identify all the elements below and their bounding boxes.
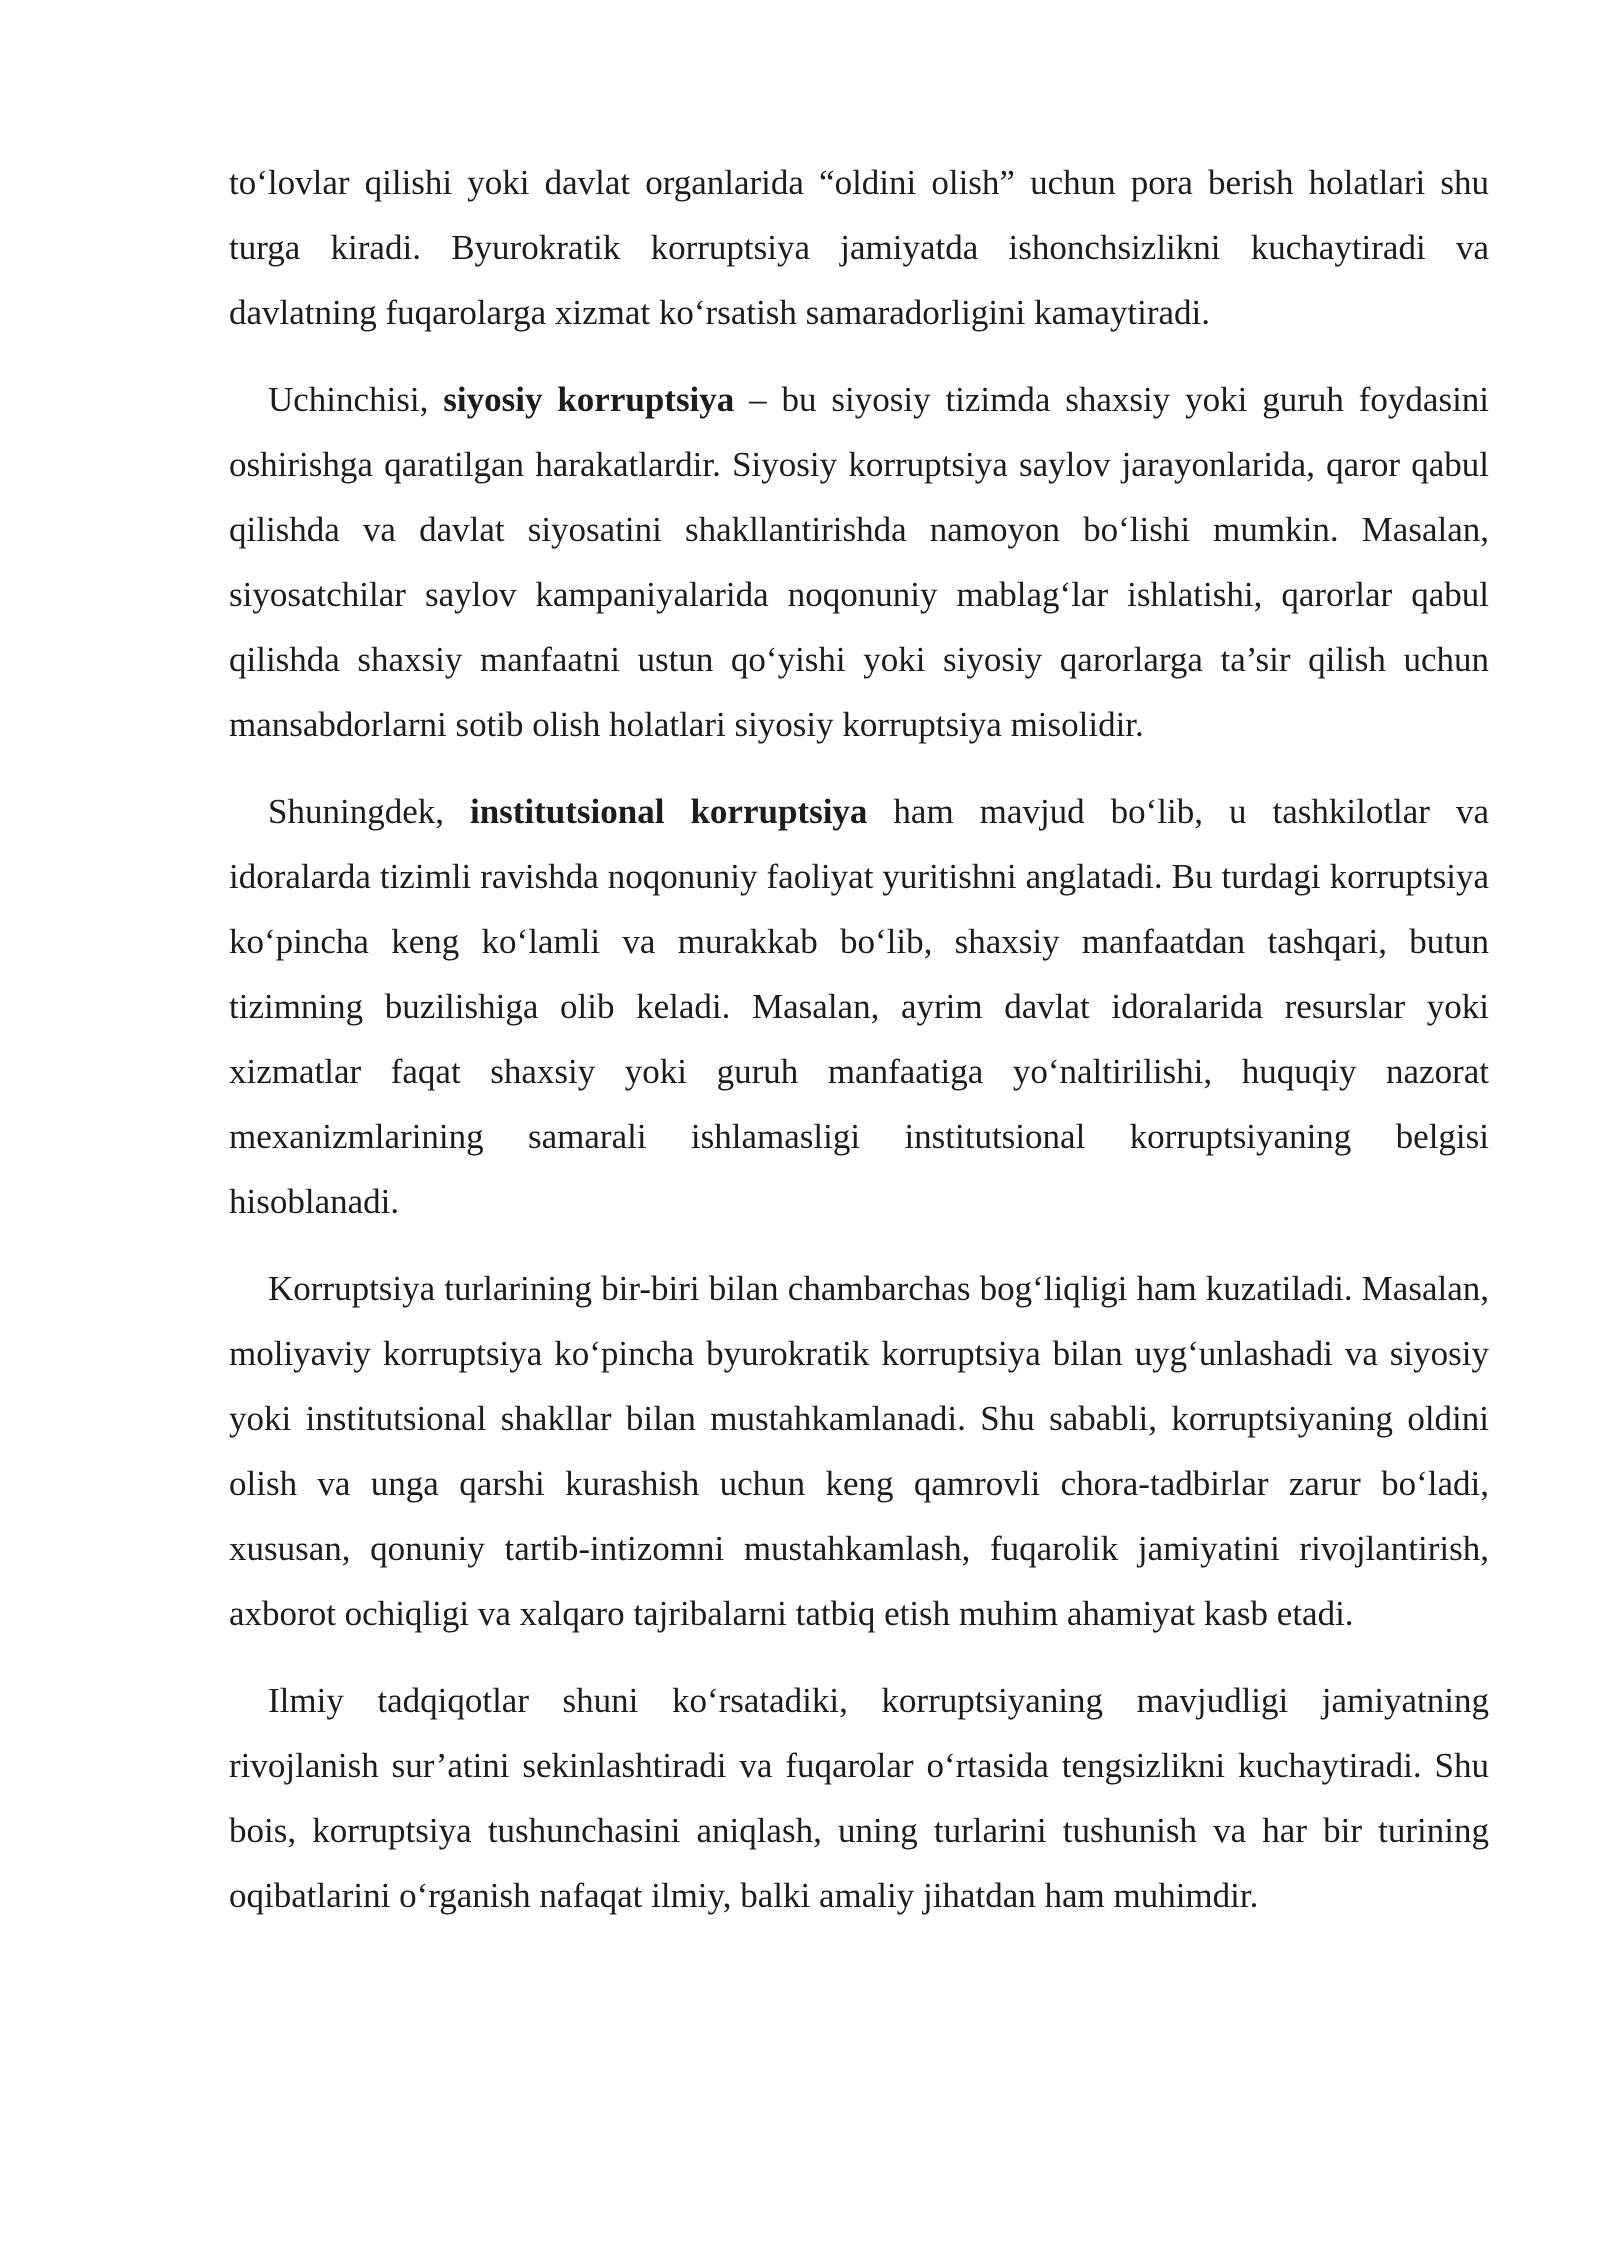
paragraph-text: Ilmiy tadqiqotlar shuni ko‘rsatadiki, korruptsiyaning mavjudligi jamiyatning rivojlanish sur’atini sekinlashtiradi va fuqarolar o‘rtasida tengsizlikni kuchaytiradi. Shu bois, korruptsiya tushunchasini aniqlash, uning turlarini tushunish va har bir turining oqibatlarini o‘rganish nafaqat ilmiy, balki amaliy jihatdan ham muhimdir. xyxy=(229,1681,1489,1915)
paragraph-text: ham mavjud bo‘lib, u tashkilotlar va idoralarda tizimli ravishda noqonuniy faoliyat yuritishni anglatadi. Bu turdagi korruptsiya ko‘pincha keng ko‘lamli va murakkab bo‘lib, shaxsiy manfaatdan tashqari, butun tizimning buzilishiga olib keladi. Masalan, ayrim davlat idoralarida resurslar yoki xizmatlar faqat shaxsiy yoki guruh manfaatiga yo‘naltirilishi, huquqiy nazorat mexanizmlarining samarali ishlamasligi institutsional korruptsiyaning belgisi hisoblanadi. xyxy=(229,792,1489,1221)
paragraph-text: Uchinchisi, xyxy=(268,380,444,419)
paragraph-text: Shuningdek, xyxy=(268,792,470,831)
paragraph-text: to‘lovlar qilishi yoki davlat organlarida “oldini olish” uchun pora berish holatlari shu turga kiradi. Byurokratik korruptsiya jamiyatda ishonchsizlikni kuchaytiradi va davlatning fuqarolarga xizmat ko‘rsatish samaradorligini kamaytiradi. xyxy=(229,163,1489,332)
paragraph-text: Korruptsiya turlarining bir-biri bilan chambarchas bog‘liqligi ham kuzatiladi. Masalan, moliyaviy korruptsiya ko‘pincha byurokratik korruptsiya bilan uyg‘unlashadi va siyosiy yoki institutsional shakllar bilan mustahkamlanadi. Shu sababli, korruptsiyaning oldini olish va unga qarshi kurashish uchun keng qamrovli chora-tadbirlar zarur bo‘ladi, xususan, qonuniy tartib-intizomni mustahkamlash, fuqarolik jamiyatini rivojlantirish, axborot ochiqligi va xalqaro tajribalarni tatbiq etish muhim ahamiyat kasb etadi. xyxy=(229,1269,1489,1633)
paragraph-3 xyxy=(229,779,1489,1234)
document-page xyxy=(229,150,1489,1950)
paragraph-1 xyxy=(229,150,1489,345)
term-siyosiy-korruptsiya: siyosiy korruptsiya xyxy=(443,380,735,419)
paragraph-text: – bu siyosiy tizimda shaxsiy yoki guruh foydasini oshirishga qaratilgan harakatlardir. Siyosiy korruptsiya saylov jarayonlarida, qaror qabul qilishda va davlat siyosatini shakllantirishda namoyon bo‘lishi mumkin. Masalan, siyosatchilar saylov kampaniyalarida noqonuniy mablag‘lar ishlatishi, qarorlar qabul qilishda shaxsiy manfaatni ustun qo‘yishi yoki siyosiy qarorlarga ta’sir qilish uchun mansabdorlarni sotib olish holatlari siyosiy korruptsiya misolidir. xyxy=(229,380,1490,744)
term-institutsional-korruptsiya: institutsional korruptsiya xyxy=(469,792,868,831)
paragraph-5 xyxy=(229,1668,1489,1928)
paragraph-4 xyxy=(229,1256,1489,1646)
paragraph-2 xyxy=(229,367,1489,757)
